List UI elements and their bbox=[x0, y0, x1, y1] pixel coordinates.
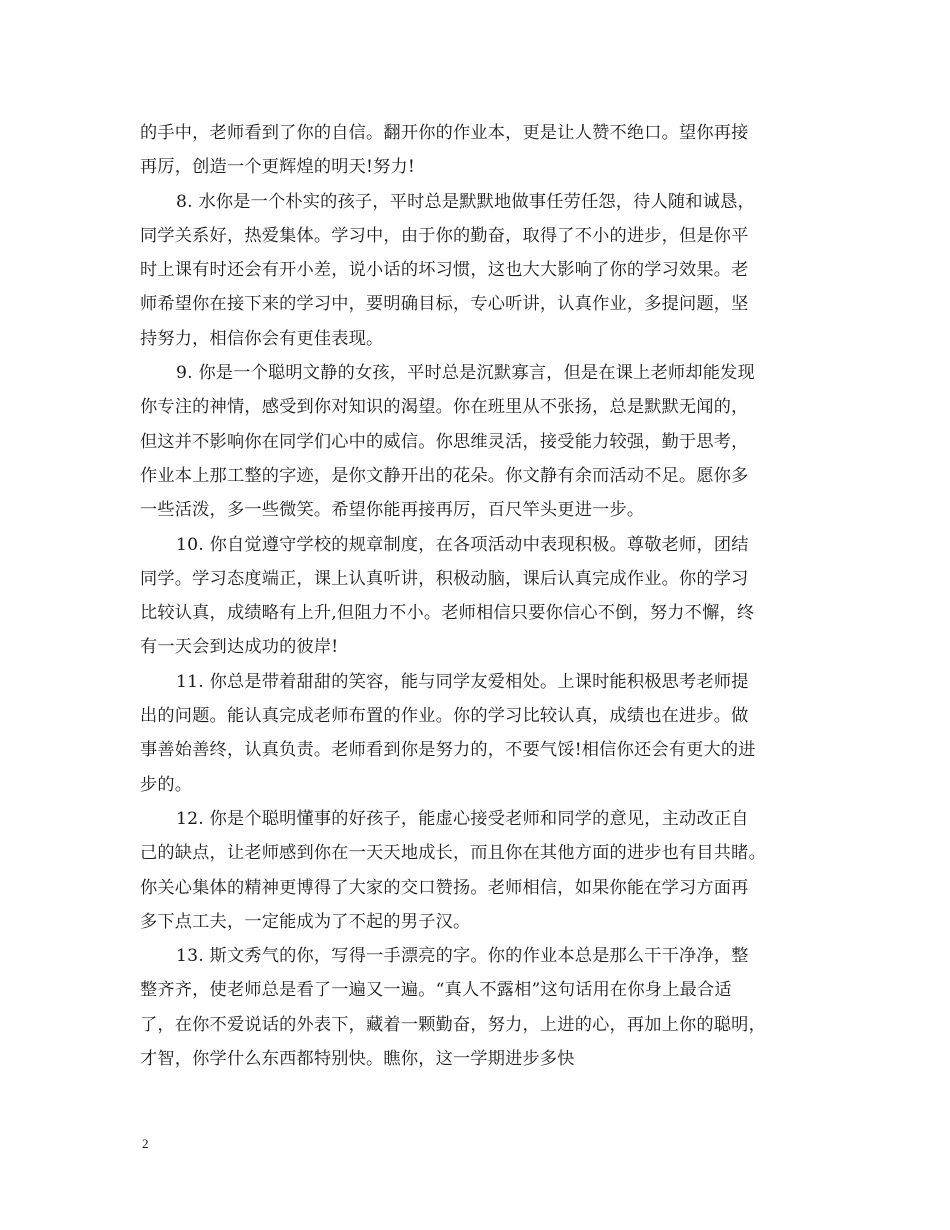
text-line: 你专注的神情，感受到你对知识的渴望。你在班里从不张扬，总是默默无闻的， bbox=[140, 397, 749, 418]
text-line: 了，在你不爱说话的外表下，藏着一颗勤奋，努力，上进的心，再加上你的聪明， bbox=[140, 1014, 766, 1035]
text-line: 10. 你自觉遵守学校的规章制度，在各项活动中表现积极。尊敬老师，团结 bbox=[176, 534, 749, 555]
text-line: 比较认真，成绩略有上升,但阻力不小。老师相信只要你信心不倒，努力不懈，终 bbox=[140, 603, 755, 624]
text-line: 的手中，老师看到了你的自信。翻开你的作业本，更是让人赞不绝口。望你再接 bbox=[140, 123, 749, 143]
text-line: 整齐齐，使老师总是看了一遍又一遍。“真人不露相”这句话用在你身上最合适 bbox=[140, 980, 732, 1001]
text-line: 一些活泼，多一些微笑。希望你能再接再厉，百尺竿头更进一步。 bbox=[140, 500, 645, 521]
text-line: 事善始善终，认真负责。老师看到你是努力的，不要气馁!相信你还会有更大的进 bbox=[140, 740, 756, 761]
text-line: 同学关系好，热爱集体。学习中，由于你的勤奋，取得了不小的进步，但是你平 bbox=[140, 225, 749, 246]
text-line: 持努力，相信你会有更佳表现。 bbox=[140, 328, 384, 349]
text-line: 师希望你在接下来的学习中，要明确目标，专心听讲，认真作业，多提问题，坚 bbox=[140, 294, 749, 315]
paragraph-comment-9 bbox=[140, 356, 810, 527]
text-line: 出的问题。能认真完成老师布置的作业。你的学习比较认真，成绩也在进步。做 bbox=[140, 706, 749, 727]
text-line: 12. 你是个聪明懂事的好孩子，能虚心接受老师和同学的意见，主动改正自 bbox=[176, 808, 749, 829]
text-line: 己的缺点，让老师感到你在一天天地成长，而且你在其他方面的进步也有目共睹。 bbox=[140, 843, 766, 864]
text-line: 时上课有时还会有开小差，说小话的坏习惯，这也大大影响了你的学习效果。老 bbox=[140, 260, 749, 281]
text-line: 再厉，创造一个更辉煌的明天!努力! bbox=[140, 157, 416, 178]
paragraph-continuation bbox=[140, 116, 810, 185]
paragraph-comment-8 bbox=[140, 185, 810, 356]
text-line: 作业本上那工整的字迹，是你文静开出的花朵。你文静有余而活动不足。愿你多 bbox=[140, 465, 749, 486]
text-line: 13. 斯文秀气的你，写得一手漂亮的字。你的作业本总是那么干干净净，整 bbox=[176, 946, 749, 967]
paragraph-comment-12 bbox=[140, 802, 810, 939]
paragraph-comment-10 bbox=[140, 528, 810, 665]
text-line: 步的。 bbox=[140, 774, 193, 795]
text-line: 同学。学习态度端正，课上认真听讲，积极动脑，课后认真完成作业。你的学习 bbox=[140, 568, 749, 589]
text-line: 8. 水你是一个朴实的孩子，平时总是默默地做事任劳任怨，待人随和诚恳， bbox=[176, 191, 755, 212]
text-line: 但这并不影响你在同学们心中的威信。你思维灵活，接受能力较强，勤于思考， bbox=[140, 431, 749, 452]
text-line: 才智，你学什么东西都特别快。瞧你，这一学期进步多快 bbox=[140, 1049, 575, 1070]
document-body bbox=[140, 116, 810, 1076]
page-number: 2 bbox=[142, 1136, 149, 1151]
text-line: 多下点工夫，一定能成为了不起的男子汉。 bbox=[140, 911, 471, 932]
text-line: 11. 你总是带着甜甜的笑容，能与同学友爱相处。上课时能积极思考老师提 bbox=[176, 671, 749, 692]
text-line: 你关心集体的精神更博得了大家的交口赞扬。老师相信，如果你能在学习方面再 bbox=[140, 877, 749, 898]
paragraph-comment-11 bbox=[140, 665, 810, 802]
paragraph-comment-13 bbox=[140, 939, 810, 1076]
text-line: 有一天会到达成功的彼岸! bbox=[140, 637, 339, 658]
text-line: 9. 你是一个聪明文静的女孩，平时总是沉默寡言，但是在课上老师却能发现 bbox=[176, 363, 755, 384]
